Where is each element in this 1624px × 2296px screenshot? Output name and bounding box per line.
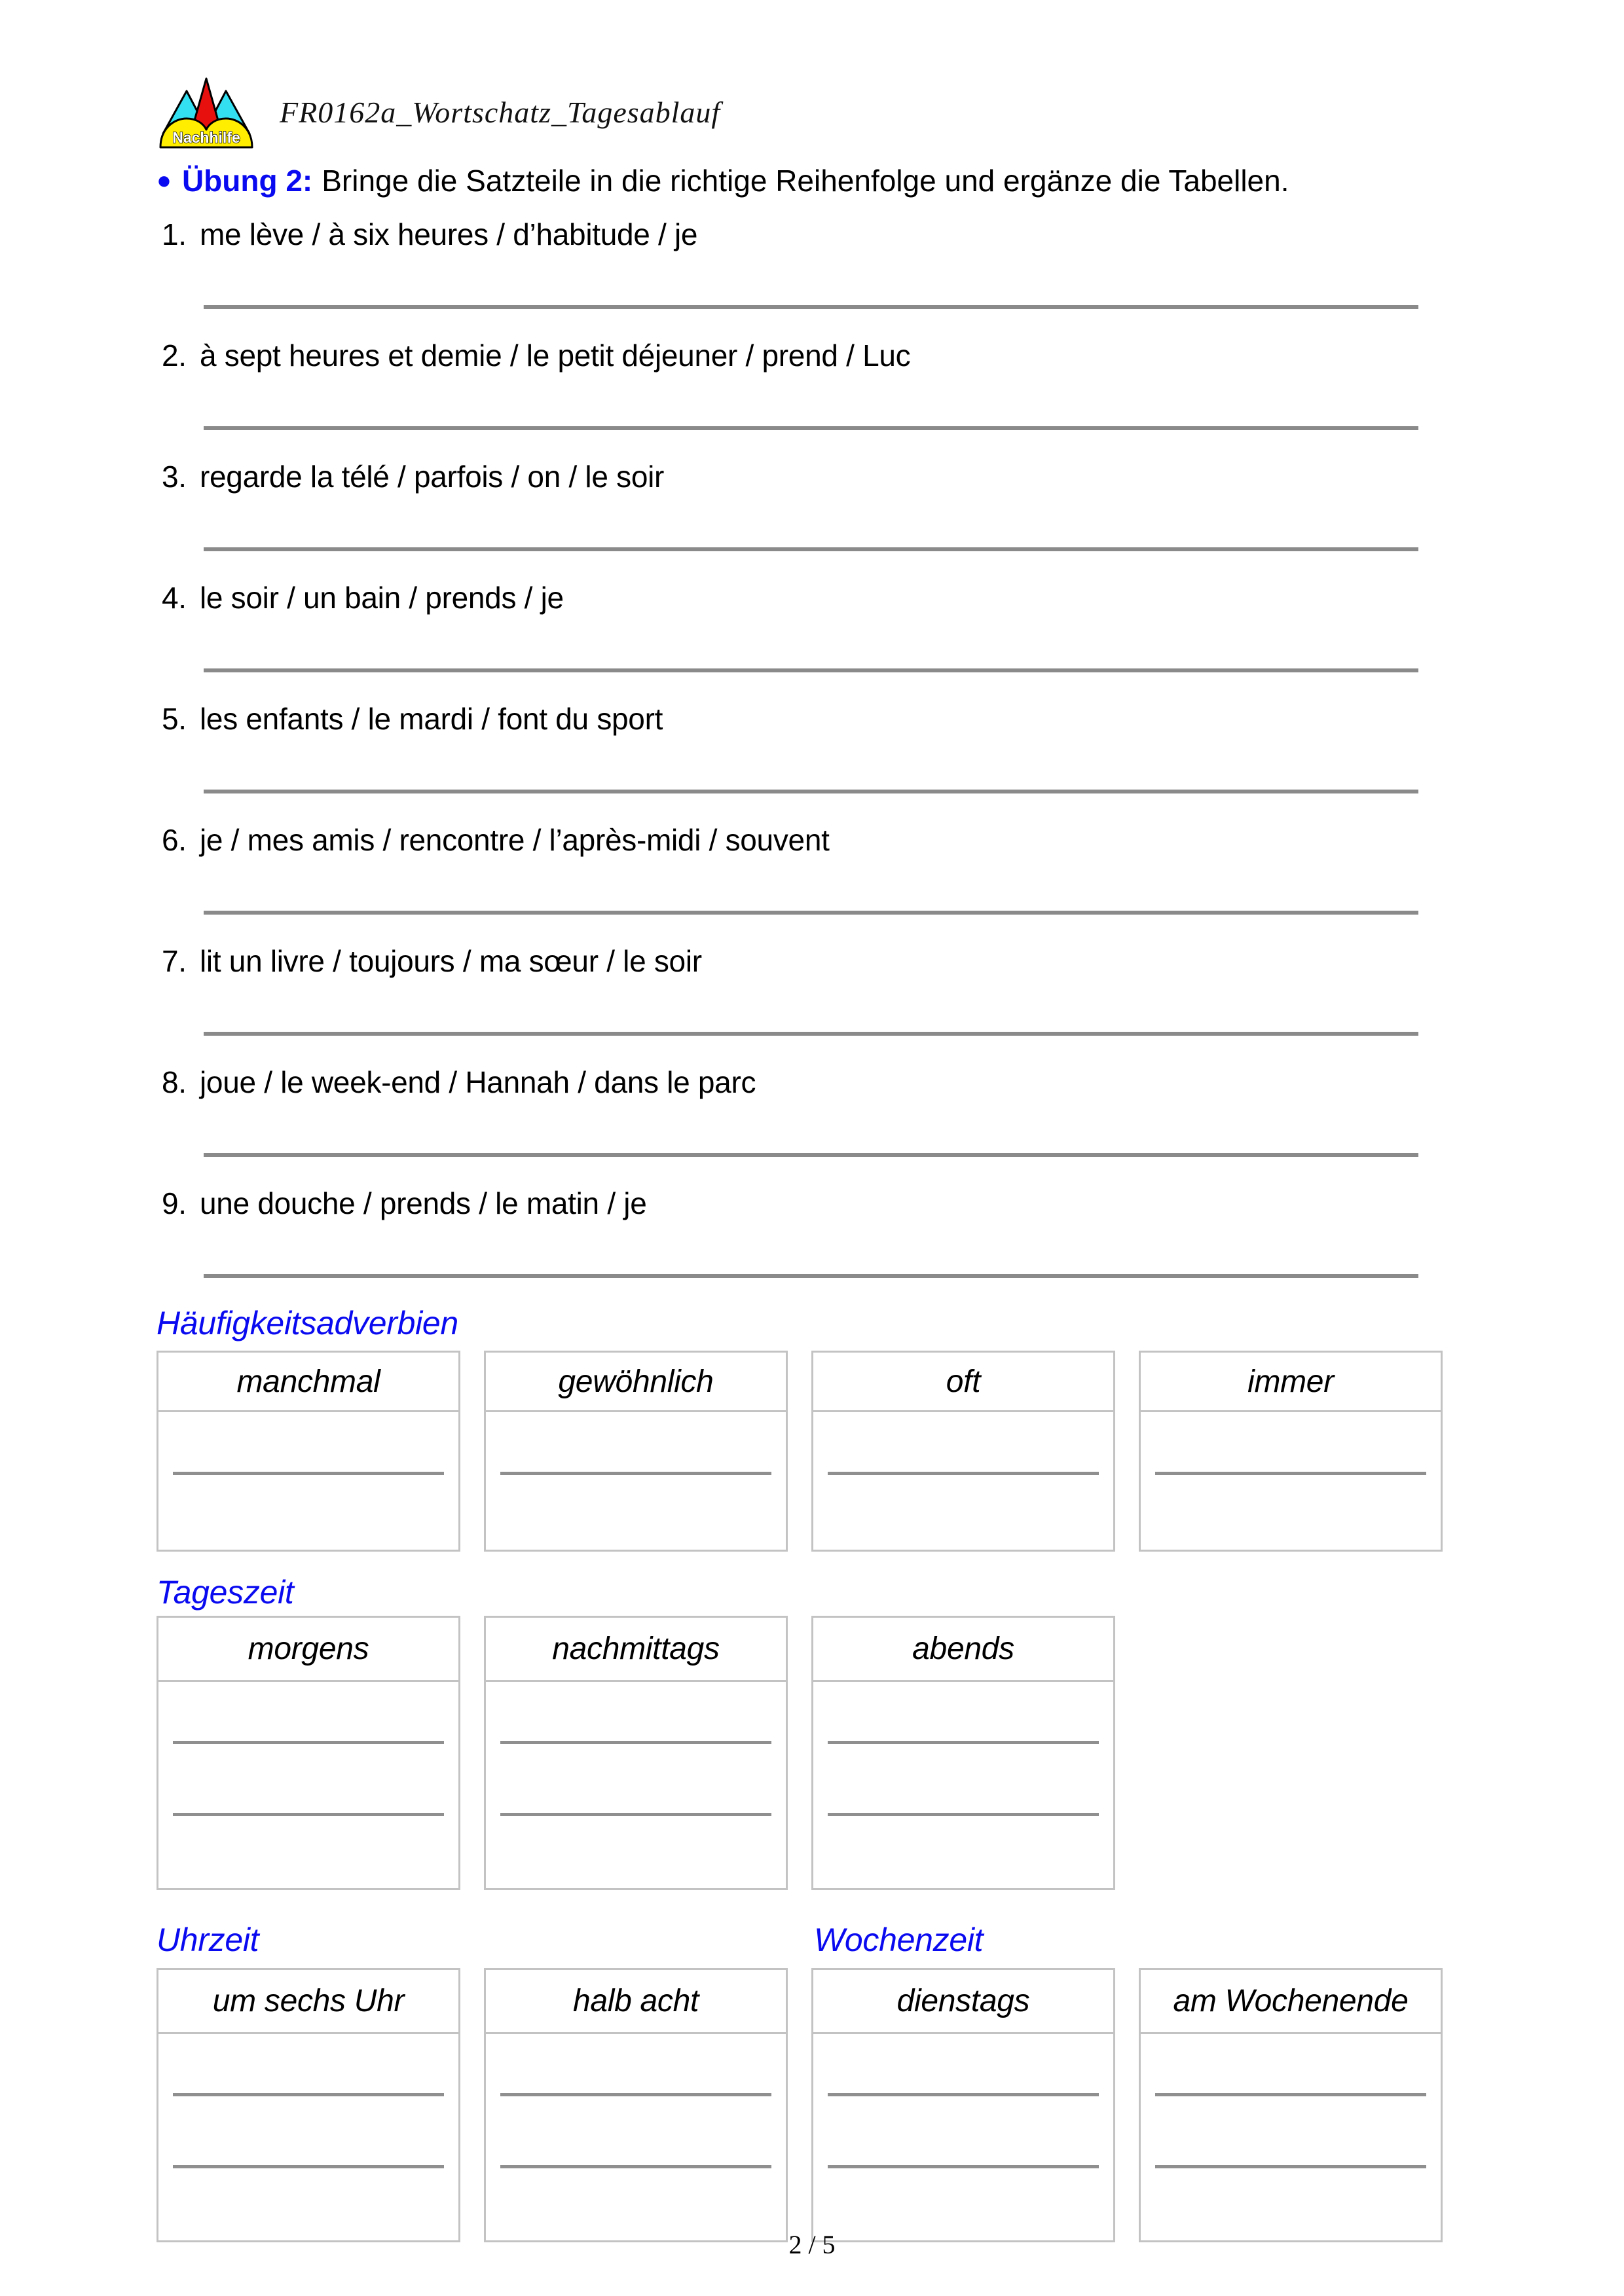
word-box-morgens xyxy=(157,1616,460,1890)
write-blank-line xyxy=(500,1741,771,1744)
list-item xyxy=(157,820,1469,915)
sentence-items xyxy=(157,215,1469,1278)
word-box-gewoehnlich xyxy=(484,1351,788,1552)
item-number: 6. xyxy=(162,823,187,857)
write-blank-line xyxy=(1155,1472,1426,1475)
item-number: 2. xyxy=(162,338,187,373)
list-item xyxy=(157,1063,1469,1157)
item-text: regarde la télé / parfois / on / le soir xyxy=(200,460,665,494)
list-item xyxy=(157,578,1469,672)
write-blank-line xyxy=(173,1813,444,1816)
item-number: 4. xyxy=(162,581,187,615)
bullet-icon: ● xyxy=(157,167,172,194)
answer-blank-line xyxy=(204,911,1418,915)
item-text: joue / le week-end / Hannah / dans le parc xyxy=(200,1065,756,1099)
write-blank-line xyxy=(500,2093,771,2096)
item-number: 9. xyxy=(162,1186,187,1220)
section-title-uhrzeit: Uhrzeit xyxy=(157,1922,259,1958)
list-item xyxy=(157,336,1469,430)
word-label: dienstags xyxy=(813,1970,1113,2034)
answer-blank-line xyxy=(204,668,1418,672)
write-blank-line xyxy=(1155,2165,1426,2168)
word-label: am Wochenende xyxy=(1141,1970,1441,2034)
answer-blank-line xyxy=(204,305,1418,309)
write-blank-line xyxy=(828,2093,1099,2096)
item-number: 3. xyxy=(162,460,187,494)
exercise-instruction: Bringe die Satzteile in die richtige Reihenfolge und ergänze die Tabellen. xyxy=(322,164,1289,198)
answer-blank-line xyxy=(204,1032,1418,1036)
write-blank-line xyxy=(828,1472,1099,1475)
nachhilfe-logo-icon xyxy=(157,73,256,151)
write-blank-line xyxy=(828,1741,1099,1744)
word-box-manchmal xyxy=(157,1351,460,1552)
item-text: les enfants / le mardi / font du sport xyxy=(200,702,663,736)
word-label: manchmal xyxy=(158,1353,458,1412)
word-label: oft xyxy=(813,1353,1113,1412)
exercise-label: Übung 2: xyxy=(181,164,313,198)
item-text: le soir / un bain / prends / je xyxy=(200,581,564,615)
item-text: lit un livre / toujours / ma sœur / le soir xyxy=(200,944,702,978)
answer-blank-line xyxy=(204,1153,1418,1157)
word-label: immer xyxy=(1141,1353,1441,1412)
tageszeit-row xyxy=(157,1616,1469,1890)
item-number: 1. xyxy=(162,217,187,251)
uhrzeit-wochenzeit-headings xyxy=(157,1922,1469,1958)
word-box-nachmittags xyxy=(484,1616,788,1890)
word-label: gewöhnlich xyxy=(486,1353,786,1412)
word-label: abends xyxy=(813,1618,1113,1682)
write-blank-line xyxy=(173,1472,444,1475)
write-blank-line xyxy=(500,1472,771,1475)
write-blank-line xyxy=(173,2093,444,2096)
document-header xyxy=(157,72,1469,152)
haeufigkeitsadverbien-row xyxy=(157,1351,1469,1552)
word-box-oft xyxy=(811,1351,1115,1552)
section-title-haeufigkeitsadverbien: Häufigkeitsadverbien xyxy=(157,1305,458,1341)
word-label: halb acht xyxy=(486,1970,786,2034)
word-box-am-wochenende xyxy=(1139,1968,1443,2242)
word-box-um-sechs-uhr xyxy=(157,1968,460,2242)
uhrzeit-wochenzeit-row xyxy=(157,1968,1469,2242)
section-title-wochenzeit: Wochenzeit xyxy=(814,1922,984,1958)
section-title-tageszeit: Tageszeit xyxy=(157,1574,294,1611)
item-number: 5. xyxy=(162,702,187,736)
write-blank-line xyxy=(828,1813,1099,1816)
word-label: nachmittags xyxy=(486,1618,786,1682)
page-number: 2 / 5 xyxy=(788,2230,836,2259)
list-item xyxy=(157,699,1469,793)
word-box-abends xyxy=(811,1616,1115,1890)
answer-blank-line xyxy=(204,790,1418,793)
write-blank-line xyxy=(828,2165,1099,2168)
exercise-headline xyxy=(157,161,1469,200)
document-title: FR0162a_Wortschatz_Tagesablauf xyxy=(280,95,721,129)
word-box-halb-acht xyxy=(484,1968,788,2242)
list-item xyxy=(157,457,1469,551)
write-blank-line xyxy=(173,1741,444,1744)
answer-blank-line xyxy=(204,426,1418,430)
write-blank-line xyxy=(1155,2093,1426,2096)
list-item xyxy=(157,1184,1469,1278)
write-blank-line xyxy=(173,2165,444,2168)
write-blank-line xyxy=(500,2165,771,2168)
item-text: je / mes amis / rencontre / l’après-midi / souvent xyxy=(200,823,830,857)
item-number: 8. xyxy=(162,1065,187,1099)
answer-blank-line xyxy=(204,547,1418,551)
answer-blank-line xyxy=(204,1274,1418,1278)
item-text: à sept heures et demie / le petit déjeuner / prend / Luc xyxy=(200,338,911,373)
list-item xyxy=(157,215,1469,309)
logo-text: Nachhilfe xyxy=(172,129,240,146)
item-text: me lève / à six heures / d’habitude / je xyxy=(200,217,698,251)
word-label: um sechs Uhr xyxy=(158,1970,458,2034)
word-box-immer xyxy=(1139,1351,1443,1552)
write-blank-line xyxy=(500,1813,771,1816)
word-box-dienstags xyxy=(811,1968,1115,2242)
list-item xyxy=(157,941,1469,1036)
item-number: 7. xyxy=(162,944,187,978)
word-label: morgens xyxy=(158,1618,458,1682)
item-text: une douche / prends / le matin / je xyxy=(200,1186,647,1220)
